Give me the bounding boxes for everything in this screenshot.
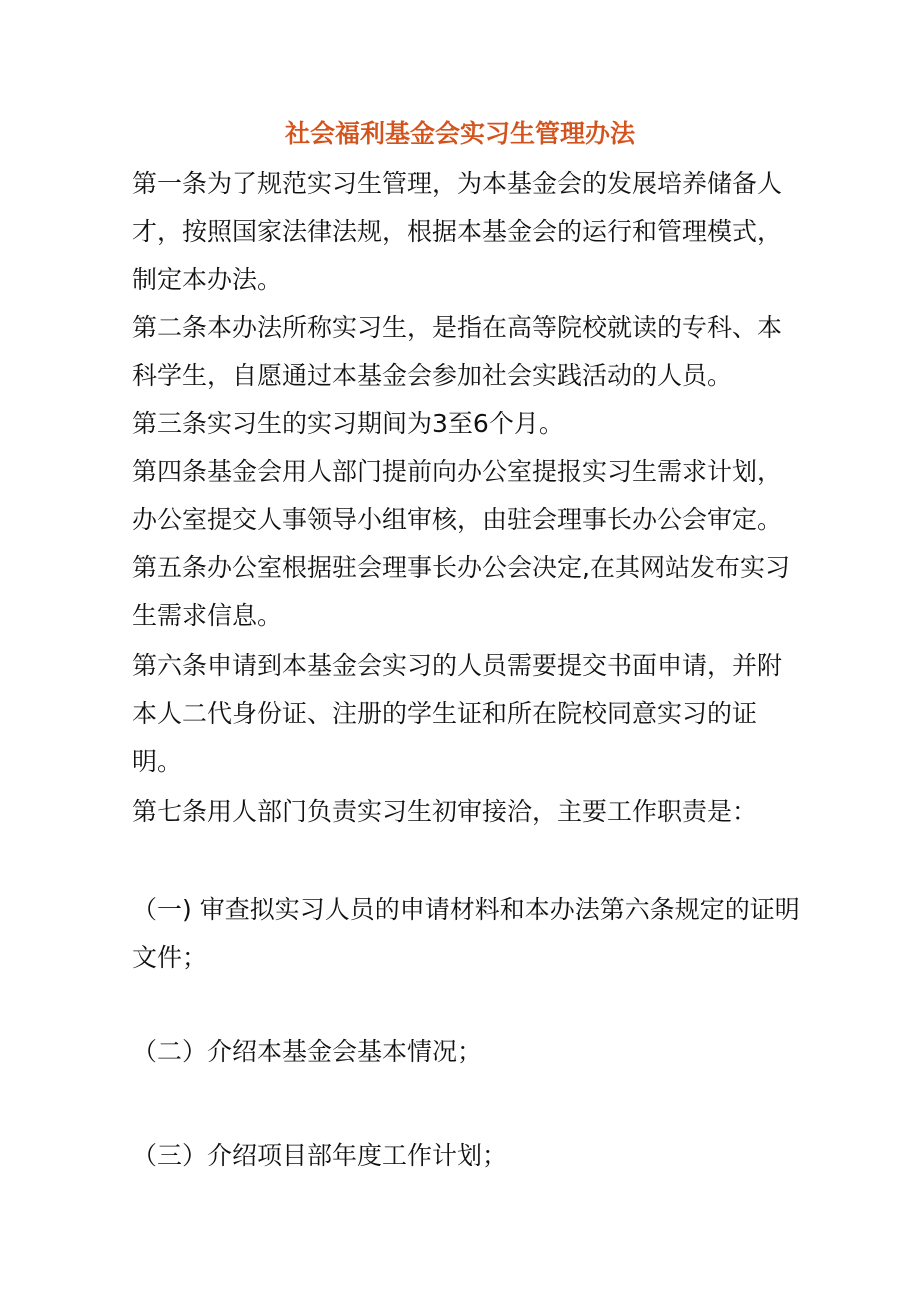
text-line: 才，按照国家法律法规，根据本基金会的运行和管理模式， — [132, 217, 783, 246]
document-title: 社会福利基金会实习生管理办法 — [284, 119, 635, 148]
text-line: 办公室提交人事领导小组审核，由驻会理事长办公会审定。 — [132, 505, 783, 534]
text-line: 制定本办法。 — [132, 265, 283, 294]
list-item-line: （二）介绍本基金会基本情况； — [132, 1037, 483, 1066]
text-line: 第七条用人部门负责实习生初审接洽，主要工作职责是： — [132, 797, 758, 826]
list-item-line: （三）介绍项目部年度工作计划； — [132, 1141, 508, 1170]
text-line: 第五条办公室根据驻会理事长办公会决定,在其网站发布实习 — [132, 553, 790, 582]
text-line: 第一条为了规范实习生管理，为本基金会的发展培养储备人 — [132, 169, 783, 198]
text-line: 第四条基金会用人部门提前向办公室提报实习生需求计划， — [132, 457, 783, 486]
text-line: 本人二代身份证、注册的学生证和所在院校同意实习的证 — [132, 699, 758, 728]
text-line: 第六条申请到本基金会实习的人员需要提交书面申请，并附 — [132, 651, 783, 680]
text-line: 第二条本办法所称实习生，是指在高等院校就读的专科、本 — [132, 313, 783, 342]
text-line: 第三条实习生的实习期间为3至6个月。 — [132, 409, 564, 438]
list-item-line: （一) 审查拟实习人员的申请材料和本办法第六条规定的证明 — [132, 895, 800, 924]
text-line: 生需求信息。 — [132, 601, 283, 630]
text-line: 科学生，自愿通过本基金会参加社会实践活动的人员。 — [132, 361, 733, 390]
text-line: 明。 — [132, 747, 183, 776]
list-item-line: 文件； — [132, 943, 208, 972]
